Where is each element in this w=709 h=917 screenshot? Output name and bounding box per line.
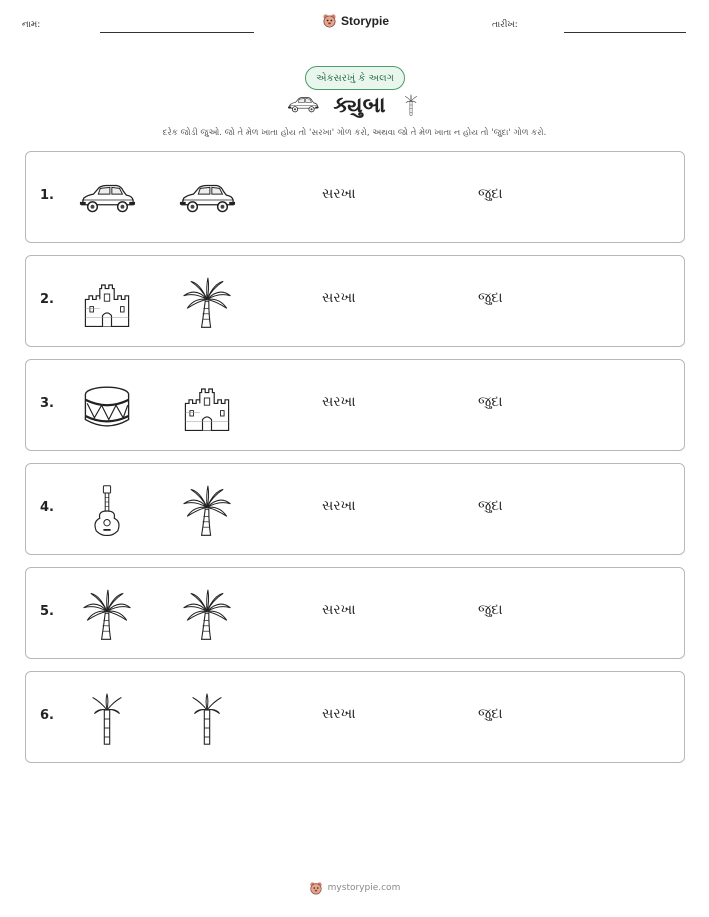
different-option[interactable]: જુદા [478, 186, 503, 202]
question-number: 1. [40, 188, 54, 203]
storypie-logo-icon [309, 881, 323, 895]
sugarcane-icon [178, 692, 236, 746]
question-number: 2. [40, 292, 54, 307]
name-field[interactable] [100, 32, 254, 33]
car-icon [178, 172, 236, 226]
different-option[interactable]: જુદા [478, 290, 503, 306]
question-card [25, 359, 685, 451]
question-card [25, 151, 685, 243]
guitar-icon [78, 484, 136, 538]
footer-url: mystorypie.com [327, 883, 401, 893]
palm-tree-icon [78, 588, 136, 642]
brand-name: Storypie [341, 13, 390, 28]
castle-icon [178, 380, 236, 434]
palm-tree-icon [178, 276, 236, 330]
different-option[interactable]: જુદા [478, 498, 503, 514]
storypie-logo-icon [322, 13, 337, 28]
same-option[interactable]: સરખા [322, 394, 356, 410]
name-label: નામ: [22, 20, 41, 30]
date-label: તારીખ: [492, 20, 518, 30]
castle-icon [78, 276, 136, 330]
instructions: દરેક જોડી જુઓ. જો તે મેળ ખાતા હોય તો 'સરખા' ગોળ કરો, અથવા જો તે મેળ ખાતા ન હોય તો 'જુદા' ગોળ કરો. [162, 128, 547, 138]
different-option[interactable]: જુદા [478, 394, 503, 410]
same-option[interactable]: સરખા [322, 186, 356, 202]
question-card [25, 567, 685, 659]
title-row [0, 90, 709, 120]
same-option[interactable]: સરખા [322, 290, 356, 306]
question-card [25, 255, 685, 347]
car-icon [78, 172, 136, 226]
question-number: 6. [40, 708, 54, 723]
page-title: ક્યુબા [333, 92, 386, 118]
footer [0, 881, 709, 895]
drum-icon [78, 380, 136, 434]
palm-tree-icon [178, 484, 236, 538]
different-option[interactable]: જુદા [478, 602, 503, 618]
brand [322, 13, 389, 28]
question-number: 3. [40, 396, 54, 411]
date-field[interactable] [564, 32, 686, 33]
different-option[interactable]: જુદા [478, 706, 503, 722]
same-option[interactable]: સરખા [322, 602, 356, 618]
palm-tree-icon [178, 588, 236, 642]
question-number: 5. [40, 604, 54, 619]
same-option[interactable]: સરખા [322, 706, 356, 722]
car-icon [287, 94, 319, 116]
worksheet-type-badge: એકસરખું કે અલગ [305, 66, 405, 90]
sugarcane-icon [400, 90, 422, 120]
same-option[interactable]: સરખા [322, 498, 356, 514]
question-number: 4. [40, 500, 54, 515]
sugarcane-icon [78, 692, 136, 746]
question-card [25, 463, 685, 555]
question-card [25, 671, 685, 763]
